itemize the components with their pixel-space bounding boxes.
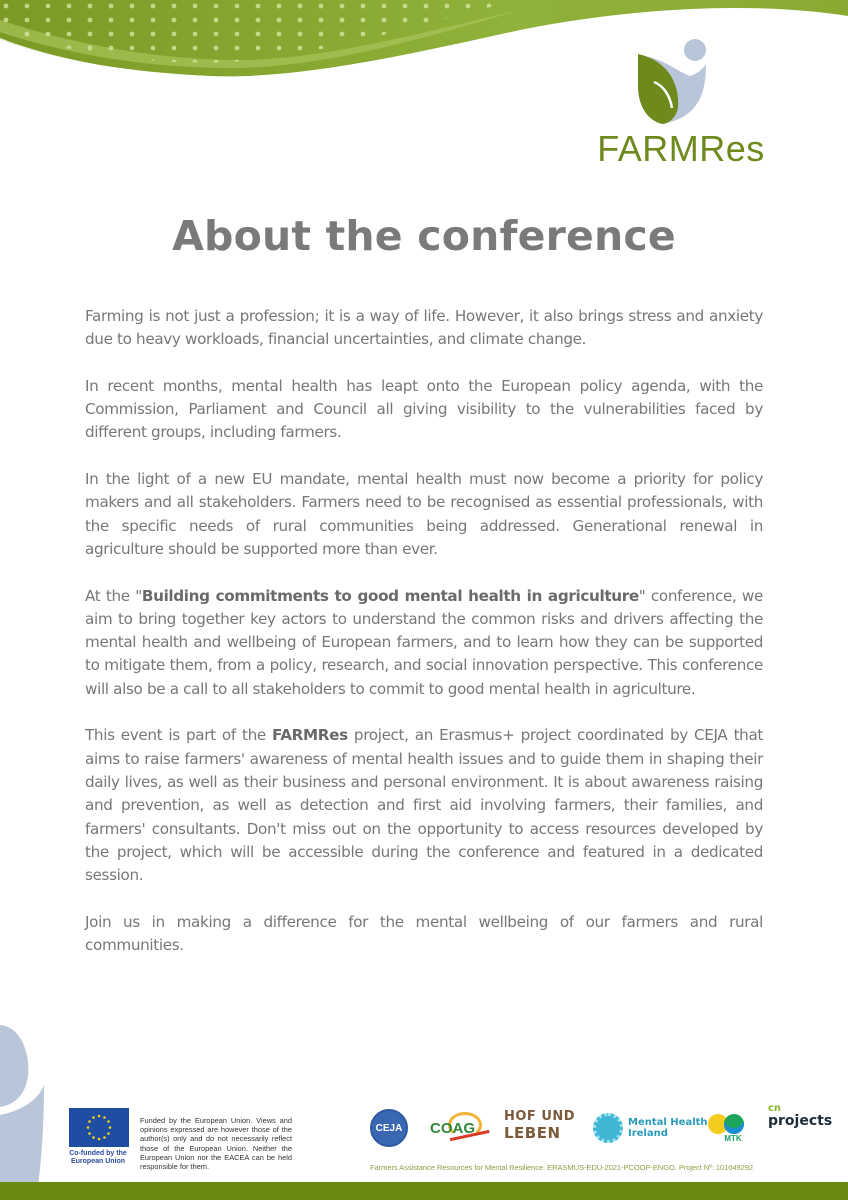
text-segment: " conference, we aim to bring together key actors to understand the common risks and drivers affecting the mental health and wellbeing of European farmers, and to learn how they can be supported to mitigate them, from a policy, research, and social innovation perspective. This conference will also be a call to all stakeholders to commit to good mental health in agriculture. — [85, 586, 763, 698]
mtk-logo — [708, 1104, 744, 1152]
paragraph-call-to-action: Join us in making a difference for the mental wellbeing of our farmers and rural communities. — [85, 912, 763, 955]
mtk-shape-icon — [708, 1114, 744, 1134]
mtk-label: MTK — [724, 1133, 742, 1143]
hof-label-line1: HOF UND — [504, 1109, 576, 1124]
logo-wordmark: FARMRes — [597, 128, 765, 169]
hof-label-line2: LEBEN — [504, 1124, 561, 1142]
text-segment: project, an Erasmus+ project coordinated by CEJA that aims to raise farmers' awareness of mental health issues and to guide them in shaping their daily lives, as well as their business and personal environment. It is about awareness raising and prevention, as well as detection and first aid involving farmers, their families, and farmers' consultants. Don't miss out on the opportunity to access resources developed by the project, which will be accessible during the conference and featured in a dedicated session. — [85, 726, 764, 885]
coag-logo — [430, 1104, 475, 1152]
leaf-figure-icon — [632, 36, 712, 126]
mhi-orb-icon — [593, 1113, 623, 1143]
projects-label: projects — [768, 1113, 833, 1129]
coag-label: COAG — [430, 1119, 475, 1137]
paragraph-conference-aim — [85, 585, 763, 701]
cn-label: cn — [768, 1103, 782, 1114]
conference-name: Building commitments to good mental health in agriculture — [141, 586, 639, 605]
project-name: FARMRes — [271, 726, 348, 745]
mhi-label-line2: Ireland — [628, 1128, 668, 1139]
mhi-label — [628, 1117, 708, 1139]
ceja-logo — [370, 1104, 408, 1152]
left-figure-decoration — [0, 1015, 50, 1200]
footer-bar — [0, 1182, 848, 1200]
page-title: About the conference — [172, 212, 676, 260]
paragraph-policy-agenda: In recent months, mental health has leapt onto the European policy agenda, with the Commission, Parliament and Council all giving visibility to the vulnerabilities faced by different groups, including farmers. — [85, 376, 763, 442]
partner-logos — [368, 1104, 838, 1152]
paragraph-farmres-project — [85, 724, 763, 887]
mhi-label-line1: Mental Health — [628, 1117, 708, 1128]
farmres-logo — [580, 36, 780, 169]
cn-projects-logo — [768, 1104, 832, 1152]
eu-flag-icon — [69, 1108, 129, 1147]
project-reference: Farmers Assistance Resources for Mental Resilience. ERASMUS-EDU-2021-PCOOP-ENGO. Project Nº: 101049292 — [370, 1163, 753, 1172]
paragraph-eu-mandate: In the light of a new EU mandate, mental health must now become a priority for policy makers and all stakeholders. Farmers need to be recognised as essential professionals, with the specific needs of rural communities being addressed. Generational renewal in agriculture should be supported more than ever. — [85, 470, 763, 558]
text-segment: At the " — [85, 586, 142, 605]
text-segment: This event is part of the — [85, 726, 272, 745]
eu-funding-logo — [68, 1108, 130, 1166]
paragraph-intro: Farming is not just a profession; it is a way of life. However, it also brings stress and anxiety due to heavy workloads, financial uncertainties, and climate change. — [85, 307, 763, 349]
eu-caption: Co-funded by the European Union — [69, 1150, 127, 1165]
body-content — [85, 305, 763, 981]
hof-und-leben-logo — [504, 1108, 575, 1156]
mental-health-ireland-logo — [593, 1104, 708, 1152]
ceja-label: CEJA — [370, 1109, 408, 1147]
eu-disclaimer: Funded by the European Union. Views and opinions expressed are however those of the author(s) only and do not necessarily reflect those of the European Union. Neither the European Union nor the EACEA can be held responsible for them. — [140, 1116, 292, 1172]
